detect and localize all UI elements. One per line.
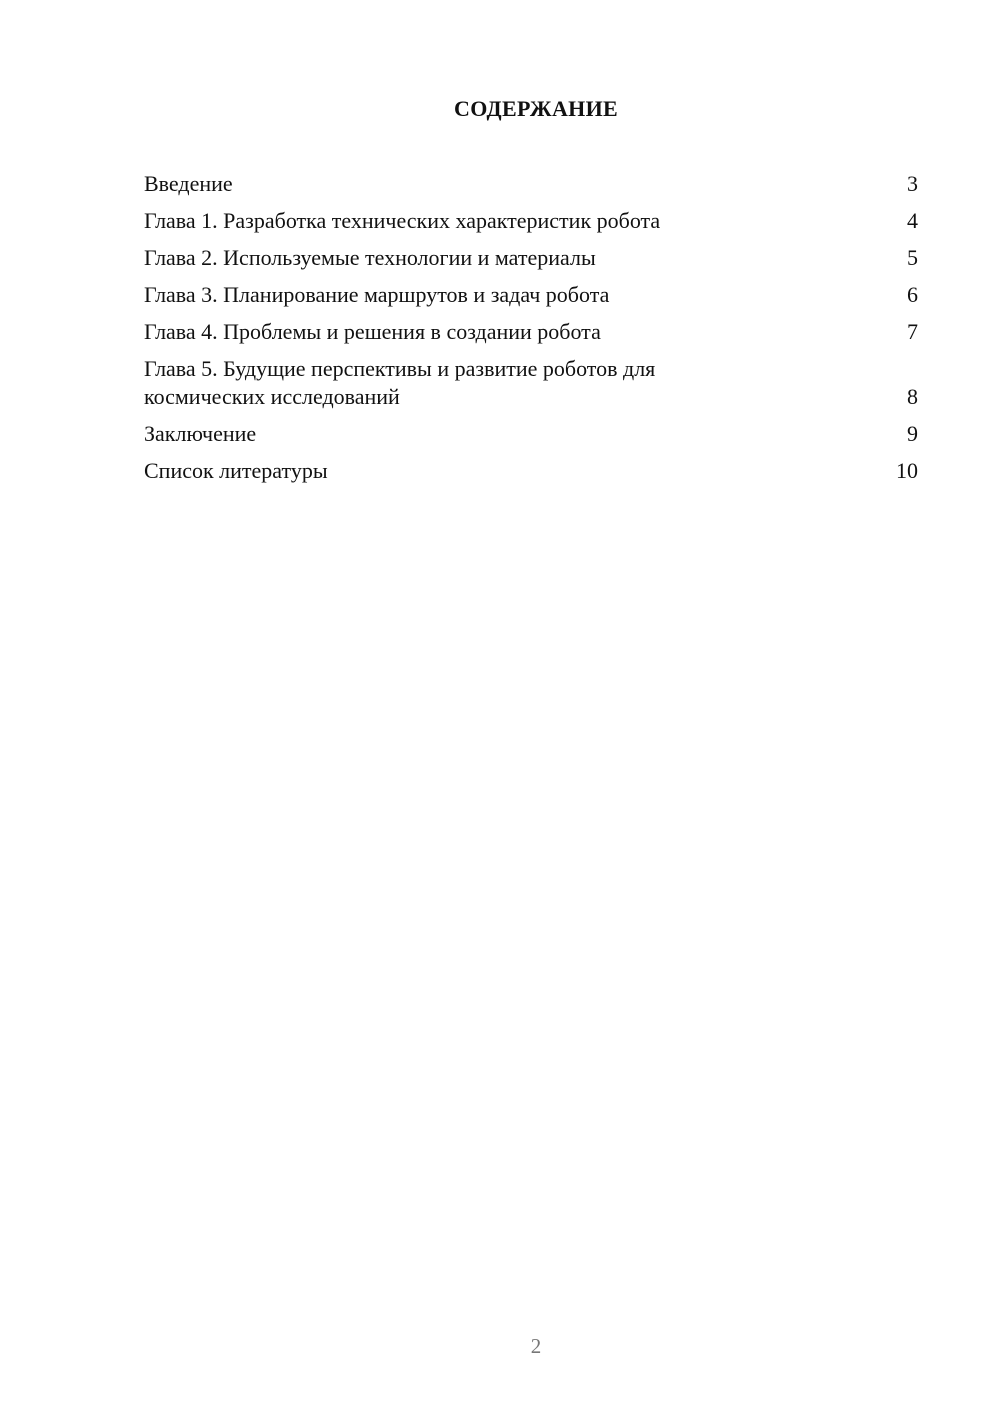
toc-entry-conclusion <box>144 420 918 448</box>
toc-entry-page: 10 <box>896 458 918 483</box>
toc-entry-page: 3 <box>907 171 918 196</box>
toc-entry-page: 4 <box>907 208 918 233</box>
toc-entry-label: Глава 4. Проблемы и решения в создании робота <box>144 319 601 344</box>
toc-entry-label: Заключение <box>144 421 257 446</box>
toc-entry-introduction <box>144 170 918 198</box>
toc-entry-chapter-4 <box>144 318 918 346</box>
toc-entry-chapter-2 <box>144 244 918 272</box>
toc-title: СОДЕРЖАНИЕ <box>454 96 618 121</box>
toc-entry-chapter-5 <box>144 355 918 411</box>
toc-entry-references <box>144 457 918 485</box>
toc-entry-chapter-3 <box>144 281 918 309</box>
toc-entry-label: Глава 5. Будущие перспективы и развитие роботов для космических исследований <box>144 356 656 409</box>
toc-list <box>144 170 918 494</box>
toc-entry-label: Список литературы <box>144 458 328 483</box>
toc-entry-label: Глава 1. Разработка технических характеристик робота <box>144 208 661 233</box>
toc-entry-label: Введение <box>144 171 233 196</box>
toc-entry-chapter-1 <box>144 207 918 235</box>
toc-entry-label: Глава 3. Планирование маршрутов и задач робота <box>144 282 610 307</box>
toc-entry-page: 5 <box>907 245 918 270</box>
page-number: 2 <box>530 1334 542 1358</box>
toc-entry-label: Глава 2. Используемые технологии и материалы <box>144 245 596 270</box>
toc-entry-page: 9 <box>907 421 918 446</box>
toc-entry-page: 6 <box>907 282 918 307</box>
toc-entry-page: 8 <box>907 384 918 409</box>
toc-entry-page: 7 <box>907 319 918 344</box>
